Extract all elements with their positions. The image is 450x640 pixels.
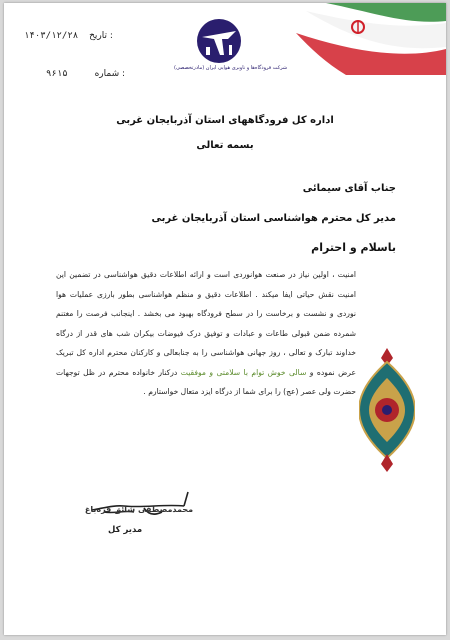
body-paragraph <box>56 265 356 402</box>
signatory-name: محمدمصطفی شائق قره‌باغ <box>84 505 194 514</box>
company-logo-caption: شرکت فرودگاه‌ها و ناوبری هوایی ایران (مادرتخصصی) <box>174 65 288 71</box>
body-text-highlight: سالی خوش توام با سلامتی و موفقیت <box>180 367 307 377</box>
letter-page <box>4 3 446 635</box>
greeting: باسلام و احترام <box>311 241 396 254</box>
decorative-ornament-image <box>359 348 415 472</box>
number-label: شماره : <box>94 69 126 79</box>
number-field <box>24 69 125 79</box>
recipient-name: جناب آقای سیمائی <box>302 183 396 194</box>
recipient-title: مدیر کل محترم هواشناسی استان آذربایجان غربی <box>151 213 396 224</box>
number-value: ۹۶۱۵ <box>46 69 68 79</box>
letter-body <box>56 265 356 402</box>
date-label: تاریخ : <box>89 31 113 41</box>
signatory-title: مدیر کل <box>108 525 143 535</box>
date-value: ۱۴۰۳/۱۲/۲۸ <box>24 31 79 41</box>
iran-flag-image <box>286 3 446 75</box>
body-text-tail: درکنار خانواده محترم در ظل توجهات حضرت ولی عصر (عج) را برای شما از درگاه ایزد متعال خواستارم . <box>56 367 356 396</box>
bismillah-heading: بسمه تعالی <box>196 140 254 151</box>
date-field <box>24 31 113 41</box>
sender-office: اداره کل فرودگاههای استان آذربایجان غربی <box>116 115 334 126</box>
body-text-main: امنیت ، اولین نیاز در صنعت هوانوردی است و ارائه اطلاعات دقیق هواشناسی در تضمین این امنیت نقش حیاتی ایفا میکند . اطلاعات دقیق و منظم هواشناسی بطور بارزی عملیات هوا نوردی و نشست و برخاست را در سطح فرودگاه بهبود می بخشد . اینجانب فرصت را مغتنم شمرده ضمن قبولی طاعات و عبادات و توفیق درک فیوضات بیکران شب های قدر از درگاه خداوند تبارک و تعالی ، روز جهانی هواشناسی را به جنابعالی و کارکنان محترم اداره کل تبریک عرض نموده و <box>56 270 356 377</box>
